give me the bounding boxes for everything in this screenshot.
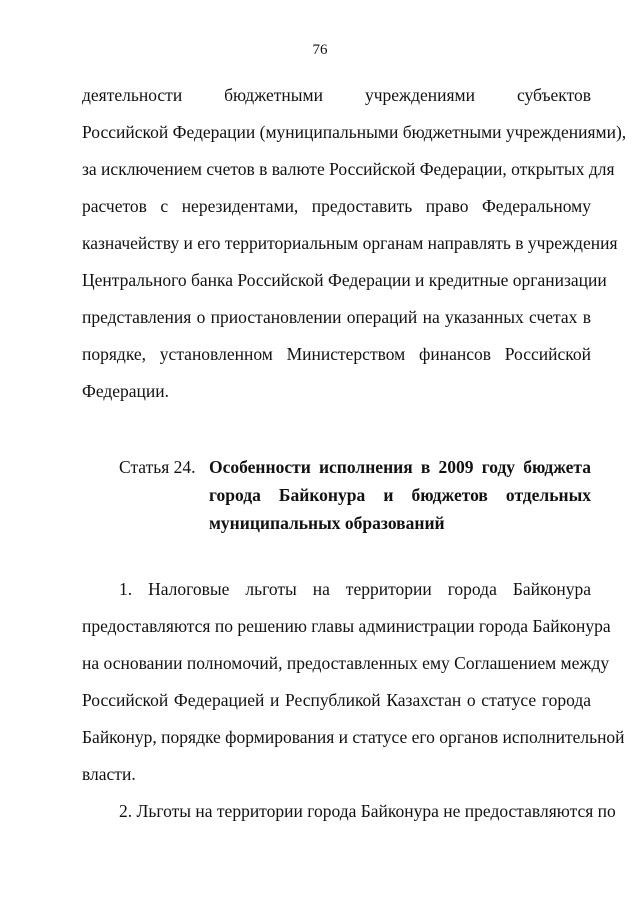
text-line: Федерации. [82,381,170,401]
text-line: Российской Федерации (муниципальными бюджетными учреждениями), [82,122,627,142]
text-line: расчетов с нерезидентами, предоставить право Федеральному [82,196,591,216]
text-line: 2. Льготы на территории города Байконура не предоставляются по [119,801,616,821]
text-line: Российской Федерацией и Республикой Казахстан о статусе города [82,690,591,710]
text-line: власти. [82,764,136,784]
text-line: Центрального банка Российской Федерации и кредитные организации [82,270,607,290]
text-line: на основании полномочий, предоставленных ему Соглашением между [82,653,610,673]
text-line: предоставляются по решению главы администрации города Байконура [82,616,611,636]
article-title-line: города Байконура и бюджетов отдельных [209,485,591,505]
article-label: Статья 24. [119,457,196,477]
text-line: казначейству и его территориальным органам направлять в учреждения [82,233,618,253]
text-line: деятельности бюджетными учреждениями субъектов [82,85,591,105]
article-title-line: Особенности исполнения в 2009 году бюджета [209,457,591,477]
text-line: представления о приостановлении операций на указанных счетах в [82,307,591,327]
text-line: порядке, установленном Министерством финансов Российской [82,344,591,364]
page-number: 76 [312,42,328,58]
text-line: Байконур, порядке формирования и статусе его органов исполнительной [82,727,625,747]
text-line: 1. Налоговые льготы на территории города Байконура [119,579,591,599]
article-title-line: муниципальных образований [209,513,445,533]
text-line: за исключением счетов в валюте Российской Федерации, открытых для [82,159,615,179]
